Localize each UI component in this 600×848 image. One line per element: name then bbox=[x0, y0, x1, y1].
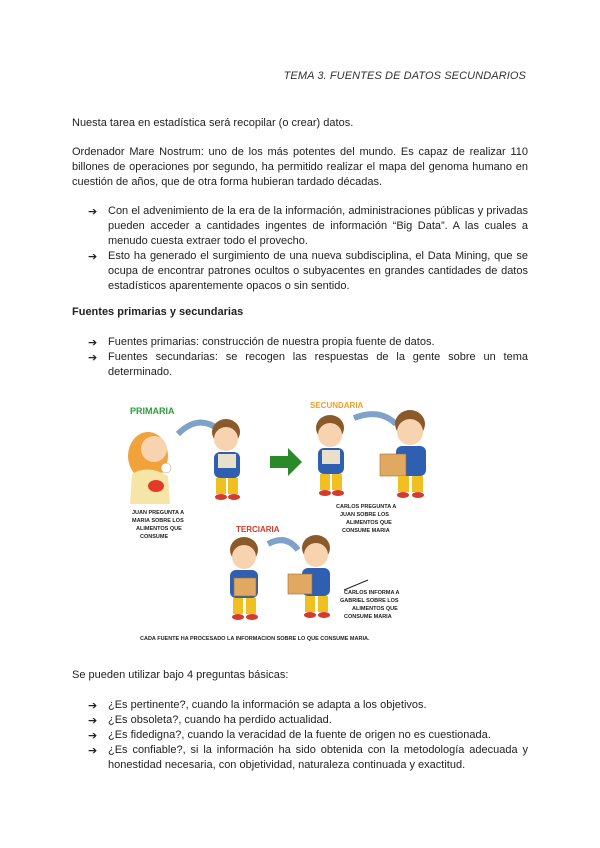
green-arrow-icon bbox=[270, 448, 302, 476]
bullet-list-sources bbox=[88, 335, 528, 380]
arrow-bullet-icon: ➔ bbox=[88, 351, 98, 364]
curved-arrow-icon bbox=[178, 423, 218, 434]
arrow-bullet-icon: ➔ bbox=[88, 336, 98, 349]
list-item: ➔ Esto ha generado el surgimiento de una nueva subdisciplina, el Data Mining, que se ocupa de encontrar patrones ocultos o subyacentes en grandes cantidades de datos estadísticos aparentemente opacos o sin sentido. bbox=[88, 250, 528, 292]
label-terciaria: TERCIARIA bbox=[236, 525, 280, 534]
arrow-bullet-icon: ➔ bbox=[88, 250, 98, 263]
arrow-bullet-icon: ➔ bbox=[88, 714, 98, 727]
arrow-bullet-icon: ➔ bbox=[88, 744, 98, 757]
intro-paragraph-2: Ordenador Mare Nostrum: uno de los más potentes del mundo. Es capaz de realizar 110 billones de operaciones por segundo, ha permitido realizar el mapa del genoma humano en cuestión de años, que de otra forma hubieran tardado décadas. bbox=[72, 146, 528, 188]
juan-figure-1 bbox=[212, 419, 240, 500]
maria-figure bbox=[128, 432, 171, 504]
list-item: ➔ ¿Es pertinente?, cuando la información se adapta a los objetivos. bbox=[88, 699, 427, 712]
arrow-bullet-icon: ➔ bbox=[88, 205, 98, 218]
caption-carlos: CARLOS PREGUNTA A JUAN SOBRE LOS ALIMENTOS QUE CONSUME MARIA bbox=[336, 504, 397, 534]
questions-intro: Se pueden utilizar bajo 4 preguntas básicas: bbox=[72, 669, 289, 681]
section-title: Fuentes primarias y secundarias bbox=[72, 306, 244, 318]
intro-paragraph-1: Nuesta tarea en estadística será recopilar (o crear) datos. bbox=[72, 117, 354, 129]
arrow-bullet-icon: ➔ bbox=[88, 729, 98, 742]
carlos-figure-1 bbox=[380, 410, 426, 498]
caption-bottom: CADA FUENTE HA PROCESADO LA INFORMACION SOBRE LO QUE CONSUME MARIA. bbox=[140, 636, 370, 642]
sources-illustration bbox=[118, 394, 438, 644]
curved-arrow-icon bbox=[354, 414, 396, 424]
caption-gabriel: CARLOS INFORMA A GABRIEL SOBRE LOS ALIMENTOS QUE CONSUME MARIA bbox=[340, 590, 400, 620]
list-item: ➔ ¿Es confiable?, si la información ha sido obtenida con la metodología adecuada y honestidad necesaria, con objetividad, naturaleza continuada y exactitud. bbox=[88, 744, 528, 771]
list-item: ➔ ¿Es obsoleta?, cuando ha perdido actualidad. bbox=[88, 714, 332, 727]
list-item: ➔ Con el advenimiento de la era de la información, administraciones públicas y privadas pueden acceder a cantidades ingentes de información “Big Data”. A las cuales a menudo cuesta extraer todo el provecho. bbox=[88, 205, 528, 247]
list-item: ➔ Fuentes primarias: construcción de nuestra propia fuente de datos. bbox=[88, 336, 435, 349]
list-item: ➔ Fuentes secundarias: se recogen las respuestas de la gente sobre un tema determinado. bbox=[88, 351, 528, 378]
pointer-line bbox=[344, 580, 368, 590]
bullet-list-big-data bbox=[88, 204, 528, 294]
gabriel-figure bbox=[230, 537, 258, 620]
label-secundaria: SECUNDARIA bbox=[310, 401, 364, 410]
bullet-list-questions bbox=[88, 698, 528, 773]
arrow-bullet-icon: ➔ bbox=[88, 699, 98, 712]
page-header: TEMA 3. FUENTES DE DATOS SECUNDARIOS bbox=[283, 70, 526, 82]
label-primaria: PRIMARIA bbox=[130, 406, 175, 416]
list-item: ➔ ¿Es fidedigna?, cuando la veracidad de la fuente de origen no es cuestionada. bbox=[88, 729, 491, 742]
caption-juan: JUAN PREGUNTA A MARIA SOBRE LOS ALIMENTOS QUE CONSUME bbox=[132, 510, 184, 540]
juan-figure-2 bbox=[316, 415, 344, 496]
curved-arrow-icon bbox=[268, 540, 298, 550]
